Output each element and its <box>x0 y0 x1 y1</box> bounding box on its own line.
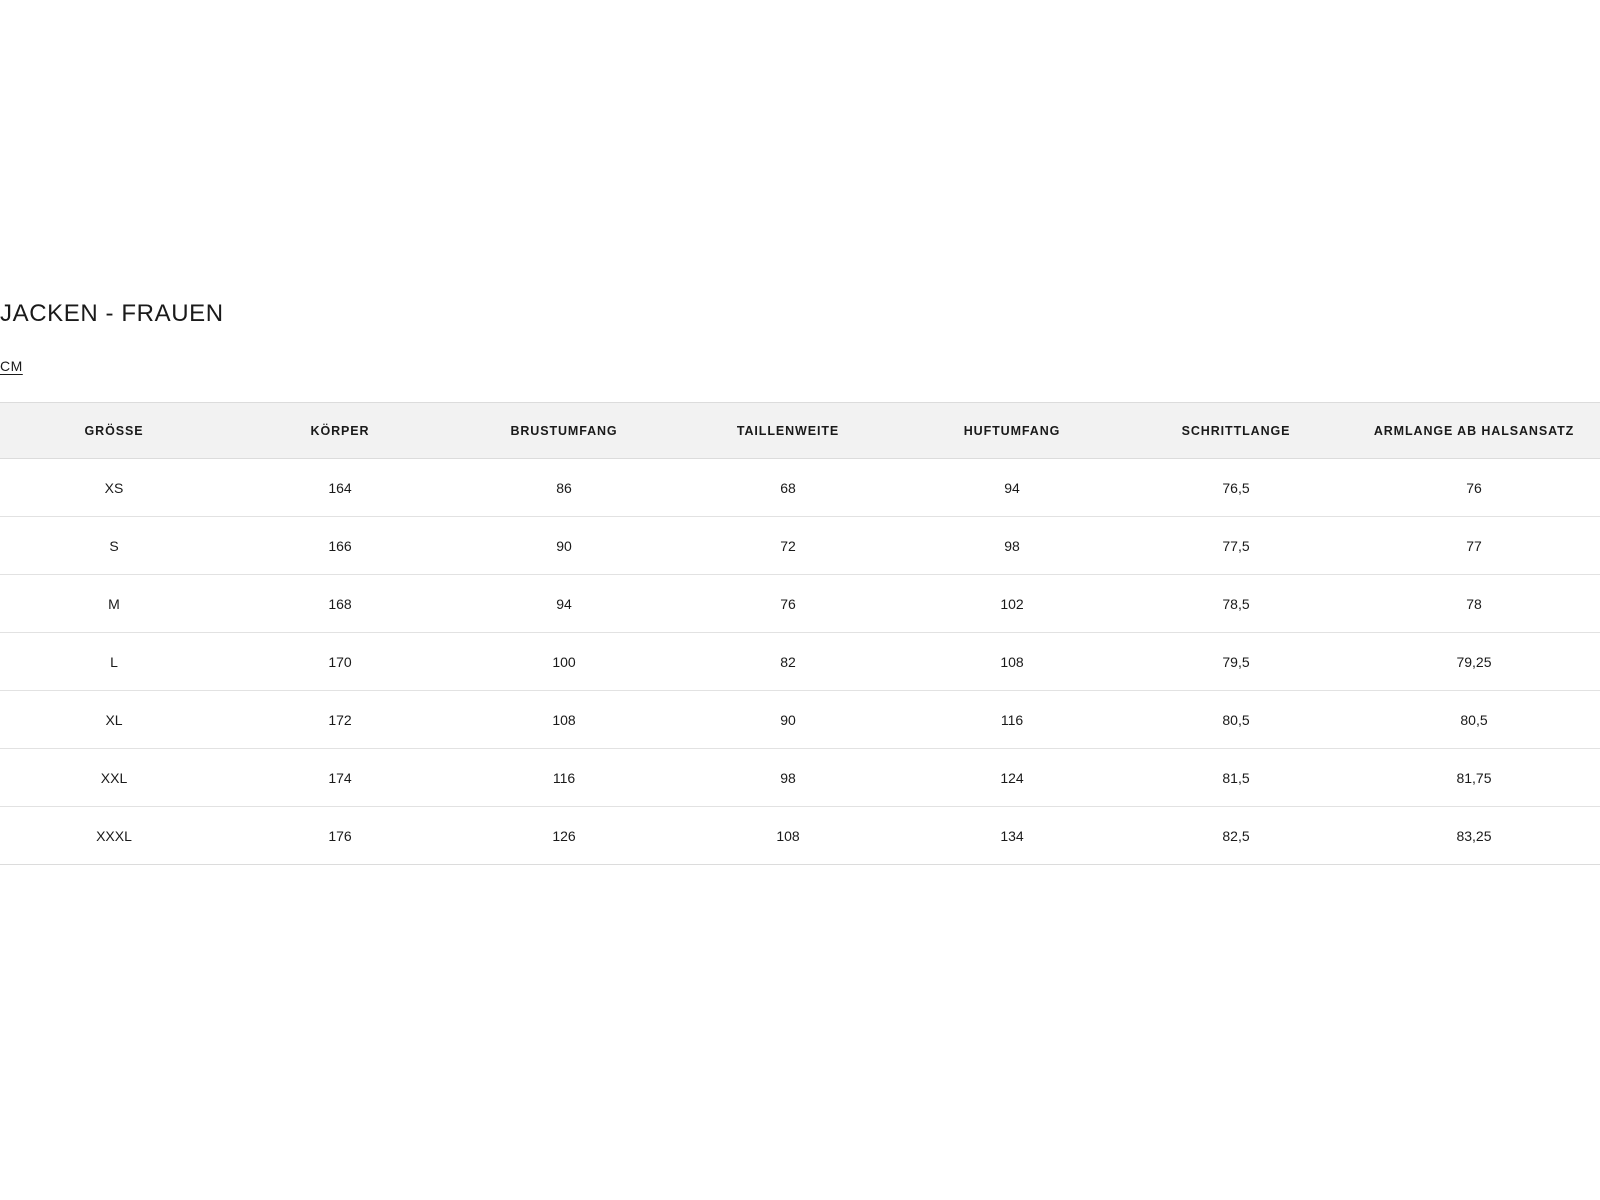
cell-schrittlange: 80,5 <box>1124 691 1348 749</box>
cell-taillenweite: 72 <box>676 517 900 575</box>
size-table-container <box>0 402 1600 865</box>
cell-brustumfang: 108 <box>452 691 676 749</box>
cell-huftumfang: 94 <box>900 459 1124 517</box>
column-header-groesse: GRÖSSE <box>0 403 228 459</box>
cell-huftumfang: 108 <box>900 633 1124 691</box>
column-header-koerper: KÖRPER <box>228 403 452 459</box>
cell-armlange: 79,25 <box>1348 633 1600 691</box>
table-row <box>0 691 1600 749</box>
cell-size: XXL <box>0 749 228 807</box>
cell-brustumfang: 90 <box>452 517 676 575</box>
cell-taillenweite: 108 <box>676 807 900 865</box>
cell-brustumfang: 86 <box>452 459 676 517</box>
cell-taillenweite: 68 <box>676 459 900 517</box>
cell-schrittlange: 81,5 <box>1124 749 1348 807</box>
cell-brustumfang: 126 <box>452 807 676 865</box>
cell-taillenweite: 82 <box>676 633 900 691</box>
cell-size: XL <box>0 691 228 749</box>
page-title: JACKEN - FRAUEN <box>0 300 224 327</box>
column-header-brustumfang: BRUSTUMFANG <box>452 403 676 459</box>
cell-taillenweite: 98 <box>676 749 900 807</box>
cell-size: XS <box>0 459 228 517</box>
cell-huftumfang: 124 <box>900 749 1124 807</box>
column-header-armlange: ARMLANGE AB HALSANSATZ <box>1348 403 1600 459</box>
table-row <box>0 575 1600 633</box>
cell-brustumfang: 100 <box>452 633 676 691</box>
column-header-schrittlange: SCHRITTLANGE <box>1124 403 1348 459</box>
cell-size: S <box>0 517 228 575</box>
cell-armlange: 77 <box>1348 517 1600 575</box>
cell-koerper: 176 <box>228 807 452 865</box>
cell-armlange: 78 <box>1348 575 1600 633</box>
cell-brustumfang: 94 <box>452 575 676 633</box>
cell-koerper: 164 <box>228 459 452 517</box>
column-header-huftumfang: HUFTUMFANG <box>900 403 1124 459</box>
cell-koerper: 170 <box>228 633 452 691</box>
cell-taillenweite: 76 <box>676 575 900 633</box>
cell-armlange: 80,5 <box>1348 691 1600 749</box>
table-row <box>0 459 1600 517</box>
cell-koerper: 168 <box>228 575 452 633</box>
size-table <box>0 402 1600 865</box>
table-header-row <box>0 403 1600 459</box>
table-row <box>0 807 1600 865</box>
cell-koerper: 172 <box>228 691 452 749</box>
unit-toggle-cm[interactable]: CM <box>0 358 23 374</box>
cell-brustumfang: 116 <box>452 749 676 807</box>
table-header <box>0 403 1600 459</box>
cell-huftumfang: 98 <box>900 517 1124 575</box>
cell-huftumfang: 102 <box>900 575 1124 633</box>
cell-armlange: 76 <box>1348 459 1600 517</box>
cell-taillenweite: 90 <box>676 691 900 749</box>
cell-armlange: 83,25 <box>1348 807 1600 865</box>
cell-schrittlange: 82,5 <box>1124 807 1348 865</box>
cell-size: L <box>0 633 228 691</box>
cell-koerper: 166 <box>228 517 452 575</box>
column-header-taillenweite: TAILLENWEITE <box>676 403 900 459</box>
cell-schrittlange: 76,5 <box>1124 459 1348 517</box>
cell-huftumfang: 134 <box>900 807 1124 865</box>
cell-koerper: 174 <box>228 749 452 807</box>
cell-schrittlange: 77,5 <box>1124 517 1348 575</box>
table-row <box>0 749 1600 807</box>
cell-huftumfang: 116 <box>900 691 1124 749</box>
table-row <box>0 633 1600 691</box>
cell-schrittlange: 78,5 <box>1124 575 1348 633</box>
cell-size: M <box>0 575 228 633</box>
cell-schrittlange: 79,5 <box>1124 633 1348 691</box>
cell-armlange: 81,75 <box>1348 749 1600 807</box>
table-body <box>0 459 1600 865</box>
cell-size: XXXL <box>0 807 228 865</box>
table-row <box>0 517 1600 575</box>
